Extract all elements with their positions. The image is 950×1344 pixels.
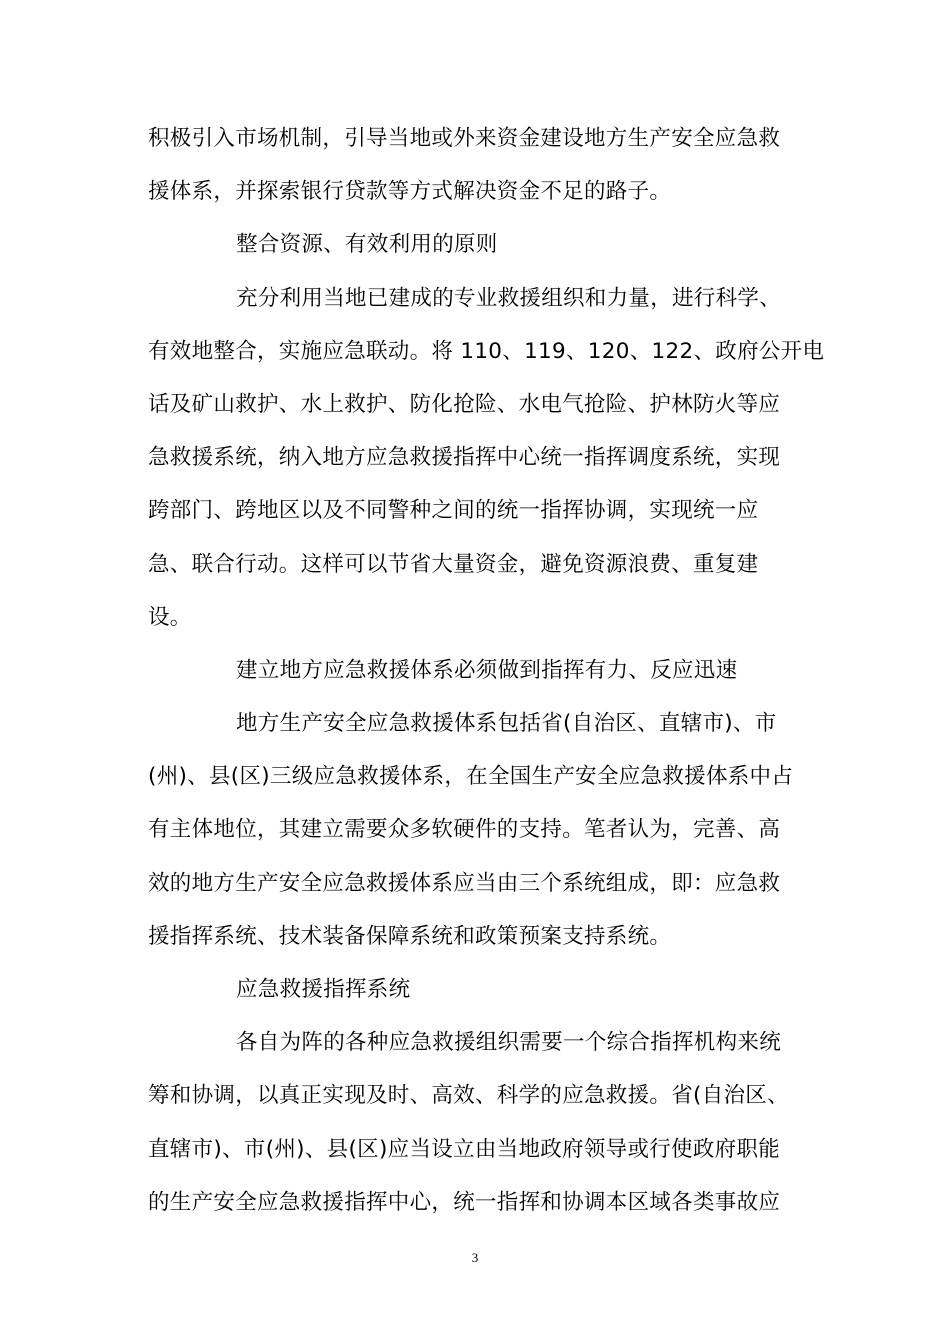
text-line: 筹和协调，以真正实现及时、高效、科学的应急救援。省(自治区、	[148, 1083, 789, 1109]
document-body	[148, 112, 825, 1229]
text-line: 跨部门、跨地区以及不同警种之间的统一指挥协调，实现统一应	[148, 498, 759, 524]
text-line: 援指挥系统、技术装备保障系统和政策预案支持系统。	[148, 923, 672, 949]
text-line: 有效地整合，实施应急联动。将 110、119、120、122、政府公开电	[148, 338, 825, 364]
text-line: 设。	[148, 604, 192, 630]
text-line: (州)、县(区)三级应急救援体系，在全国生产安全应急救援体系中占	[148, 764, 794, 790]
text-line: 的生产安全应急救援指挥中心，统一指挥和协调本区域各类事故应	[148, 1189, 781, 1215]
text-line: 话及矿山救护、水上救护、防化抢险、水电气抢险、护林防火等应	[148, 391, 781, 417]
text-line: 效的地方生产安全应急救援体系应当由三个系统组成，即：应急救	[148, 870, 781, 896]
paragraph-start: 各自为阵的各种应急救援组织需要一个综合指挥机构来统	[236, 1030, 782, 1056]
text-line: 急、联合行动。这样可以节省大量资金，避免资源浪费、重复建	[148, 551, 759, 577]
text-line: 急救援系统，纳入地方应急救援指挥中心统一指挥调度系统，实现	[148, 445, 781, 471]
text-line: 援体系，并探索银行贷款等方式解决资金不足的路子。	[148, 179, 672, 205]
text-line: 直辖市)、市(州)、县(区)应当设立由当地政府领导或行使政府职能	[148, 1136, 781, 1162]
section-heading: 建立地方应急救援体系必须做到指挥有力、反应迅速	[236, 657, 738, 683]
paragraph-start: 充分利用当地已建成的专业救援组织和力量，进行科学、	[236, 285, 782, 311]
text-line: 积极引入市场机制，引导当地或外来资金建设地方生产安全应急救	[148, 126, 781, 151]
page-number: 3	[471, 1250, 479, 1265]
text-line: 有主体地位，其建立需要众多软硬件的支持。笔者认为，完善、高	[148, 817, 781, 843]
section-heading: 整合资源、有效利用的原则	[236, 232, 498, 258]
paragraph-start: 地方生产安全应急救援体系包括省(自治区、直辖市)、市	[236, 711, 777, 737]
section-heading: 应急救援指挥系统	[236, 977, 411, 1002]
